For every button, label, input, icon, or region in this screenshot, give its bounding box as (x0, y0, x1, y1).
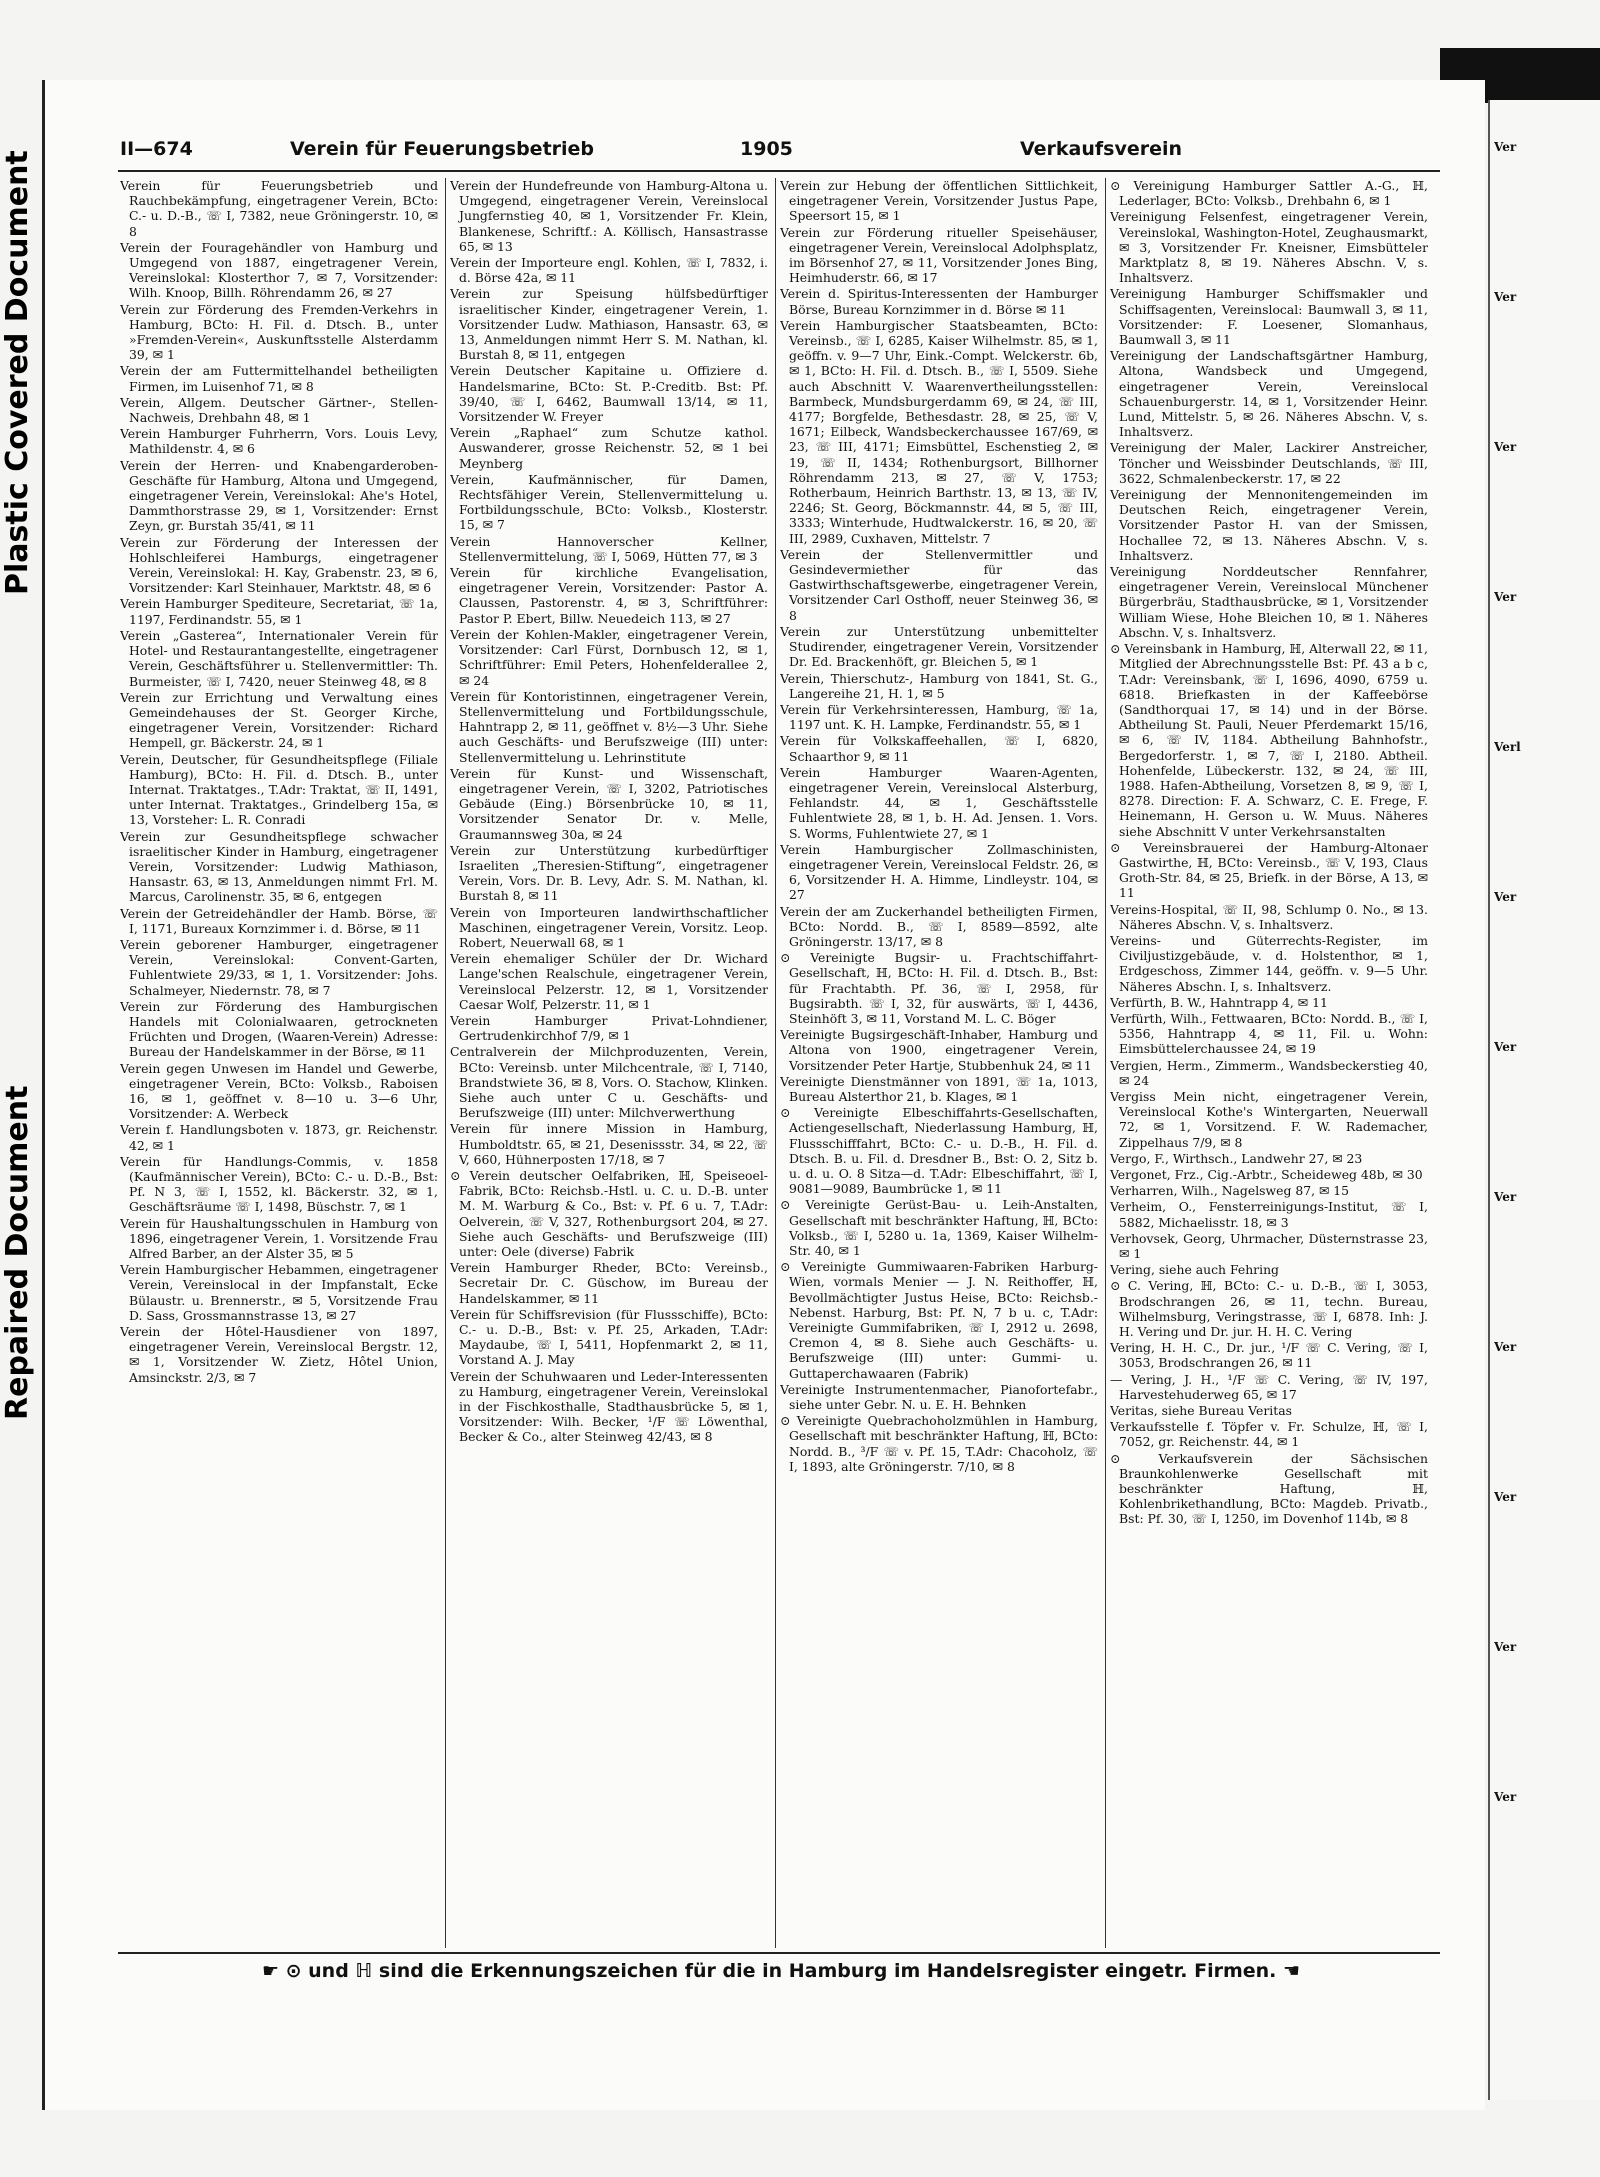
directory-entry: Verhovsek, Georg, Uhrmacher, Düsternstrasse 23, ✉ 1 (1110, 1230, 1428, 1262)
directory-entry: ⊙ Verkaufsverein der Sächsischen Braunkohlenwerke Gesellschaft mit beschränkter Haftung, ℍ, Kohlenbrikethandlung, BCto: Magdeb. Privatb., Bst: Pf. 30, ☏ I, 1250, im Dovenhof 114b, ✉ 8 (1110, 1450, 1428, 1527)
directory-entry: Verein zur Unterstützung unbemittelter Studirender, eingetragener Verein, Vorsitzender Dr. Ed. Brackenhöft, gr. Bleichen 5, ✉ 1 (780, 623, 1098, 670)
adjacent-page-fragment: Ver (1494, 1190, 1517, 1204)
directory-entry: ⊙ Vereinigte Gerüst-Bau- u. Leih-Anstalten, Gesellschaft mit beschränkter Haftung, ℍ, BCto: Volksb., ☏ I, 5280 u. 1a, 1369, Kaiser Wilhelm-Str. 40, ✉ 1 (780, 1197, 1098, 1259)
adjacent-page-fragment: Ver (1494, 1040, 1517, 1054)
header-left-title: Verein für Feuerungsbetrieb (290, 138, 595, 160)
directory-entry: Verfürth, Wilh., Fettwaaren, BCto: Nordd. B., ☏ I, 5356, Hahntrapp 4, ✉ 11, Fil. u. Wohn: Eimsbüttelerchaussee 24, ✉ 19 (1110, 1010, 1428, 1057)
directory-entry: Verharren, Wilh., Nagelsweg 87, ✉ 15 (1110, 1183, 1350, 1199)
directory-entry: Vereinigung Felsenfest, eingetragener Verein, Vereinslokal, Washington-Hotel, Zeughausmarkt, ✉ 3, Vorsitzender Fr. Kneisner, Eimsbütteler Marktplatz 8, ✉ 19. Näheres Abschn. V, s. Inhaltsverz. (1110, 209, 1428, 286)
adjacent-page-fragment: Ver (1494, 1490, 1517, 1504)
directory-entry: Verein der Herren- und Knabengarderoben-Geschäfte für Hamburg, Altona und Umgegend, eingetragener Verein, Vereinslokal: Ahe's Hotel, Dammthorstrasse 29, ✉ 1, Vorsitzender: Ernst Zeyn, gr. Burstah 35/41, ✉ 11 (120, 457, 438, 534)
directory-entry: Verein Deutscher Kapitaine u. Offiziere d. Handelsmarine, BCto: St. P.-Creditb. Bst: Pf. 39/40, ☏ I, 6462, Baumwall 13/14, ✉ 11, Vorsitzender W. Freyer (450, 363, 768, 425)
directory-entry: Verheim, O., Fensterreinigungs-Institut, ☏ I, 5882, Michaelisstr. 18, ✉ 3 (1110, 1199, 1428, 1230)
directory-entry: Vereinigte Bugsirgeschäft-Inhaber, Hamburg und Altona von 1900, eingetragener Verein, Vorsitzender Peter Hartje, Stubbenhuk 24, ✉ 11 (780, 1027, 1098, 1073)
directory-entry: Verein, Kaufmännischer, für Damen, Rechtsfähiger Verein, Stellenvermittelung u. Fortbildungsschule, BCto: Volksb., Klosterstr. 15, ✉ 7 (450, 471, 768, 533)
directory-entry: Verein zur Gesundheitspflege schwacher israelitischer Kinder in Hamburg, eingetragener Verein, Vorsitzender: Ludwig Mathiason, Hansastr. 63, ✉ 13, Anmeldungen nimmt Frl. M. Marcus, Carolinenstr. 35, ✉ 6, entgegen (120, 828, 438, 905)
directory-entry: Vereinigung der Maler, Lackirer Anstreicher, Töncher und Weissbinder Deutschlands, ☏ III, 3622, Schmalenbeckerstr. 17, ✉ 22 (1110, 440, 1428, 486)
footer-rule (118, 1952, 1440, 1954)
directory-entry: Vereinigung der Mennonitengemeinden im Deutschen Reich, eingetragener Verein, Vorsitzender Pastor H. van der Smissen, Hochallee 72, ✉ 13. Näheres Abschn. V, s. Inhaltsverz. (1110, 487, 1428, 563)
archive-spine-label (0, 150, 40, 1430)
directory-entry: Verein gegen Unwesen im Handel und Gewerbe, eingetragener Verein, BCto: Volksb., Raboisen 16, ✉ 1, geöffnet v. 8—10 u. 3—6 Uhr, Vorsitzender: A. Werbeck (120, 1060, 438, 1122)
directory-entry: Vergonet, Frz., Cig.-Arbtr., Scheideweg 48b, ✉ 30 (1110, 1167, 1423, 1182)
directory-entry: Vering, H. H. C., Dr. jur., ¹/F ☏ C. Vering, ☏ I, 3053, Brodschrangen 26, ✉ 11 (1110, 1340, 1428, 1371)
directory-entry: Verein zur Unterstützung kurbedürftiger Israeliten „Theresien-Stiftung“, eingetragener Verein, Vors. Dr. B. Levy, Adr. S. M. Nathan, kl. Burstah 8, ✉ 11 (450, 842, 768, 904)
directory-entry: Verein für Kunst- und Wissenschaft, eingetragener Verein, ☏ I, 3202, Patriotisches Gebäude (Eing.) Börsenbrücke 10, ✉ 11, Vorsitzender Senator Dr. v. Melle, Graumannsweg 30a, ✉ 24 (450, 765, 768, 842)
directory-entry: Vereins-Hospital, ☏ II, 98, Schlump 0. No., ✉ 13. Näheres Abschn. V, s. Inhaltsverz. (1110, 901, 1428, 932)
directory-entry: Verein zur Förderung der Interessen der Hohlschleiferei Hamburgs, eingetragener Verein, Vereinslokal: H. Kay, Grabenstr. 23, ✉ 6, Vorsitzender: Karl Steinhauer, Marktstr. 48, ✉ 6 (120, 534, 438, 596)
directory-entry: Verein ehemaliger Schüler der Dr. Wichard Lange'schen Realschule, eingetragener Verein, Vereinslocal Pelzerstr. 12, ✉ 1, Vorsitzender Caesar Wolf, Pelzerstr. 11, ✉ 1 (450, 951, 768, 1012)
column-divider (775, 178, 776, 1948)
directory-entry: Verein, Thierschutz-, Hamburg von 1841, St. G., Langereihe 21, H. 1, ✉ 5 (780, 670, 1098, 701)
adjacent-page-edge (1488, 100, 1600, 2100)
directory-entry: Verein Hamburgischer Zollmaschinisten, eingetragener Verein, Vereinslocal Feldstr. 26, ✉ 6, Vorsitzender H. A. Himme, Lindleystr. 104, ✉ 27 (780, 841, 1098, 903)
directory-entry: Verein für innere Mission in Hamburg, Humboldtstr. 65, ✉ 21, Desenissstr. 34, ✉ 22, ☏ V, 660, Hühnerposten 17/18, ✉ 7 (450, 1121, 768, 1167)
directory-entry: Verein der Hôtel-Hausdiener von 1897, eingetragener Verein, Vereinslocal Bergstr. 12, ✉ 1, Vorsitzender W. Zietz, Hôtel Union, Amsinckstr. 2/3, ✉ 7 (120, 1324, 438, 1385)
directory-columns (120, 178, 1442, 1948)
adjacent-page-fragment: Verl (1494, 740, 1521, 754)
directory-entry: Verein Hamburger Spediteure, Secretariat, ☏ 1a, 1197, Ferdinandstr. 55, ✉ 1 (120, 596, 438, 627)
directory-entry: Verein der Importeure engl. Kohlen, ☏ I, 7832, i. d. Börse 42a, ✉ 11 (450, 255, 768, 286)
header-right-title: Verkaufsverein (1020, 138, 1183, 160)
directory-entry: Verein Hamburgischer Staatsbeamten, BCto: Vereinsb., ☏ I, 6285, Kaiser Wilhelmstr. 85, ✉ 1, geöffn. v. 9—7 Uhr, Eink.-Compt. Welckerstr. 6b, ✉ 1, BCto: H. Fil. d. Dtsch. B., ☏ I, 5509. Siehe auch Abschnitt V. Waarenvertheilungsstellen: Barmbeck, Mundsburgerdamm 69, ✉ 24, ☏ III, 4177; Borgfelde, Bethesdastr. 28, ✉ 25, ☏ V, 1671; Eilbeck, Wandsbeckerchaussee 167/69, ✉ 23, ☏ III, 4171; Eimsbüttel, Eschenstieg 2, ✉ 19, ☏ II, 1434; Rothenburgsort, Billhorner Röhrendamm 213, ✉ 27, ☏ V, 1753; Rotherbaum, Heinrich Barthstr. 13, ✉ 13, ☏ IV, 2246; St. Georg, Böckmannstr. 44, ✉ 5, ☏ III, 3333; Winterhude, Hudtwalckerstr. 16, ✉ 20, ☏ III, 2989, Cuxhaven, Mittelstr. 7 (780, 317, 1098, 546)
adjacent-page-fragment: Ver (1494, 440, 1517, 454)
column-divider (445, 178, 446, 1948)
directory-entry: Veritas, siehe Bureau Veritas (1110, 1403, 1292, 1419)
page-footer: ☛ ⊙ und ℍ sind die Erkennungszeichen für die in Hamburg im Handelsregister eingetr. Firmen. ☚ (261, 1960, 1301, 1982)
page-number: II—674 (120, 138, 193, 160)
directory-entry: ⊙ C. Vering, ℍ, BCto: C.- u. D.-B., ☏ I, 3053, Brodschrangen 26, ✉ 11, techn. Bureau, Wilhelmsburg, Veringstrasse, ☏ I, 6878. Inh: J. H. Vering und Dr. jur. H. H. C. Vering (1110, 1278, 1428, 1340)
directory-entry: Verein geborener Hamburger, eingetragener Verein, Vereinslokal: Convent-Garten, Fuhlentwiete 29/33, ✉ 1, 1. Vorsitzender: Johs. Schalmeyer, Niedernstr. 78, ✉ 7 (120, 936, 438, 998)
directory-entry: Verein zur Förderung des Fremden-Verkehrs in Hamburg, BCto: H. Fil. d. Dtsch. B., unter »Fremden-Verein«, Auskunftsstelle Alsterdamm 39, ✉ 1 (120, 301, 438, 363)
directory-entry: Verein für Handlungs-Commis, v. 1858 (Kaufmännischer Verein), BCto: C.- u. D.-B., Bst: Pf. N 3, ☏ I, 1552, kl. Bäckerstr. 32, ✉ 1, Geschäftsräume ☏ I, 1498, Büschstr. 7, ✉ 1 (120, 1153, 438, 1215)
directory-entry: Verein d. Spiritus-Interessenten der Hamburger Börse, Bureau Kornzimmer in d. Börse ✉ 11 (780, 286, 1098, 317)
directory-entry: Verein für Volkskaffeehallen, ☏ I, 6820, Schaarthor 9, ✉ 11 (780, 733, 1098, 764)
directory-entry: Verein der Schuhwaaren und Leder-Interessenten zu Hamburg, eingetragener Verein, Vereinslokal in der Fischkosthalle, Stadthausbrücke 5, ✉ 1, Vorsitzender: Wilh. Becker, ¹/F ☏ Löwenthal, Becker & Co., alter Steinweg 42/43, ✉ 8 (450, 1368, 768, 1445)
directory-entry: Vergiss Mein nicht, eingetragener Verein, Vereinslocal Kothe's Wintergarten, Neuerwall 72, ✉ 1, Vorsitzend. F. W. Rademacher, Zippelhaus 7/9, ✉ 8 (1110, 1088, 1428, 1150)
adjacent-page-fragment: Ver (1494, 1640, 1517, 1654)
header-rule (118, 170, 1440, 172)
directory-entry: Verein, Deutscher, für Gesundheitspflege (Filiale Hamburg), BCto: H. Fil. d. Dtsch. B., unter Internat. Traktatges., T.Adr: Traktat, ☏ II, 1491, unter Internat. Traktatges., Grindelberg 15a, ✉ 13, Vorsteher: L. R. Conradi (120, 751, 438, 828)
directory-entry: — Vering, J. H., ¹/F ☏ C. Vering, ☏ IV, 197, Harvestehuderweg 65, ✉ 17 (1110, 1371, 1428, 1402)
directory-entry: Verein für kirchliche Evangelisation, eingetragener Verein, Vorsitzender: Pastor A. Claussen, Pastorenstr. 4, ✉ 3, Schriftführer: Pastor P. Ebert, Billw. Neuedeich 113, ✉ 27 (450, 565, 768, 626)
directory-entry: Verein von Importeuren landwirthschaftlicher Maschinen, eingetragener Verein, Vorsitz. Leop. Robert, Neuerwall 68, ✉ 1 (450, 904, 768, 950)
directory-entry: Verein zur Hebung der öffentlichen Sittlichkeit, eingetragener Verein, Vorsitzender Justus Pape, Speersort 15, ✉ 1 (780, 178, 1098, 224)
adjacent-page-fragment: Ver (1494, 890, 1517, 904)
header-year: 1905 (740, 138, 793, 160)
directory-entry: Verein für Haushaltungsschulen in Hamburg von 1896, eingetragener Verein, 1. Vorsitzende Frau Alfred Barber, an der Alster 35, ✉ 5 (120, 1215, 438, 1262)
adjacent-page-fragment: Ver (1494, 290, 1517, 304)
directory-entry: Verein Hamburgischer Hebammen, eingetragener Verein, Vereinslocal in der Impfanstalt, Ecke Bülaustr. u. Brennerstr., ✉ 5, Vorsitzende Frau D. Sass, Grossmannstrasse 13, ✉ 27 (120, 1262, 438, 1323)
adjacent-page-fragment: Ver (1494, 590, 1517, 604)
adjacent-page-fragment: Ver (1494, 1340, 1517, 1354)
directory-entry: Verein der Kohlen-Makler, eingetragener Verein, Vorsitzender: Carl Fürst, Dornbusch 12, ✉ 1, Schriftführer: Emil Peters, Hohenfelderallee 2, ✉ 24 (450, 626, 768, 688)
directory-entry: ⊙ Vereinigung Hamburger Sattler A.-G., ℍ, Lederlager, BCto: Volksb., Drehbahn 6, ✉ 1 (1110, 178, 1428, 209)
directory-entry: Verein der Getreidehändler der Hamb. Börse, ☏ I, 1171, Bureaux Kornzimmer i. d. Börse, ✉ 11 (120, 905, 438, 936)
directory-entry: Verein „Raphael“ zum Schutze kathol. Auswanderer, grosse Reichenstr. 52, ✉ 1 bei Meynberg (450, 425, 768, 471)
directory-entry: ⊙ Verein deutscher Oelfabriken, ℍ, Speiseoel-Fabrik, BCto: Reichsb.-Hstl. u. C. u. D.-B. unter M. M. Warburg & Co., Bst: v. Pf. 6 u. 7, T.Adr: Oelverein, ☏ V, 327, Rothenburgsort 204, ✉ 27. Siehe auch Geschäfts- und Berufszweige (III) unter: Oele (diverse) Fabrik (450, 1168, 768, 1260)
directory-entry: Verein für Feuerungsbetrieb und Rauchbekämpfung, eingetragener Verein, BCto: C.- u. D.-B., ☏ I, 7382, neue Gröningerstr. 10, ✉ 8 (120, 178, 438, 239)
directory-entry: Verein f. Handlungsboten v. 1873, gr. Reichenstr. 42, ✉ 1 (120, 1122, 438, 1153)
directory-entry: Verein der am Zuckerhandel betheiligten Firmen, BCto: Nordd. B., ☏ I, 8589—8592, alte Gröningerstr. 13/17, ✉ 8 (780, 903, 1098, 949)
column-3 (780, 178, 1098, 1948)
plastic-covered-label: Plastic Covered Document (0, 150, 35, 595)
column-4 (1110, 178, 1428, 1948)
directory-entry: Verkaufsstelle f. Töpfer v. Fr. Schulze, ℍ, ☏ I, 7052, gr. Reichenstr. 44, ✉ 1 (1110, 1419, 1428, 1450)
directory-entry: Vereinigung der Landschaftsgärtner Hamburg, Altona, Wandsbeck und Umgegend, eingetragener Verein, Vereinslocal Schauenburgerstr. 14, ✉ 1, Vorsitzender Heinr. Lund, Mittelstr. 5, ✉ 26. Näheres Abschn. V, s. Inhaltsverz. (1110, 348, 1428, 440)
directory-entry: Verfürth, B. W., Hahntrapp 4, ✉ 11 (1110, 994, 1328, 1010)
directory-entry: Vereinigung Hamburger Schiffsmakler und Schiffsagenten, Vereinslocal: Baumwall 3, ✉ 11, Vorsitzender: F. Loesener, Slomanhaus, Baumwall 3, ✉ 11 (1110, 286, 1428, 348)
directory-entry: Verein Hamburger Waaren-Agenten, eingetragener Verein, Vereinslocal Alsterburg, Fehlandstr. 44, ✉ 1, Geschäftsstelle Fuhlentwiete 28, ✉ 1, b. H. Ad. Jensen. 1. Vors. S. Worms, Fuhlentwiete 27, ✉ 1 (780, 764, 1098, 841)
directory-entry: Vereinigung Norddeutscher Rennfahrer, eingetragener Verein, Vereinslocal Münchener Bürgerbräu, Stadthausbrücke, ✉ 1, Vorsitzender William Wiese, Hohe Bleichen 10, ✉ 1. Näheres Abschn. V, s. Inhaltsverz. (1110, 564, 1428, 640)
directory-entry: Verein der am Futtermittelhandel betheiligten Firmen, im Luisenhof 71, ✉ 8 (120, 363, 438, 394)
directory-entry: Verein Hamburger Fuhrherrn, Vors. Louis Levy, Mathildenstr. 4, ✉ 6 (120, 426, 438, 457)
directory-entry: Verein zur Förderung ritueller Speisehäuser, eingetragener Verein, Vereinslocal Adolphsplatz, im Börsenhof 27, ✉ 11, Vorsitzender Jones Bing, Heimhuderstr. 66, ✉ 17 (780, 224, 1098, 286)
directory-entry: ⊙ Vereinigte Gummiwaaren-Fabriken Harburg-Wien, vormals Menier — J. N. Reithoffer, ℍ, Bevollmächtigter Justus Heise, BCto: Reichsb.-Nebenst. Harburg, Bst: Pf. N, 7 b u. c, T.Adr: Vereinigte Gummifabriken, ☏ I, 2912 u. 2698, Cremon 4, ✉ 8. Siehe auch Geschäfts- u. Berufszweige (III) unter: Gummi- u. Guttaperchawaaren (Fabrik) (780, 1259, 1098, 1381)
directory-entry: Centralverein der Milchproduzenten, Verein, BCto: Vereinsb. unter Milchcentrale, ☏ I, 7140, Brandstwiete 36, ✉ 8, Vors. O. Stachow, Klinken. Siehe auch unter C u. Geschäfts- und Berufszweige (III) unter: Milchverwerthung (450, 1044, 768, 1121)
directory-entry: Vereinigte Dienstmänner von 1891, ☏ 1a, 1013, Bureau Alsterthor 21, b. Klages, ✉ 1 (780, 1073, 1098, 1104)
repaired-document-label: Repaired Document (0, 1085, 35, 1420)
directory-entry: ⊙ Vereinigte Quebrachoholzmühlen in Hamburg, Gesellschaft mit beschränkter Haftung, ℍ, BCto: Nordd. B., ³/F ☏ v. Pf. 15, T.Adr: Chacoholz, ☏ I, 1893, alte Gröningerstr. 7/10, ✉ 8 (780, 1413, 1098, 1474)
directory-entry: Vering, siehe auch Fehring (1110, 1262, 1279, 1278)
adjacent-page-fragment: Ver (1494, 140, 1517, 154)
page-header (120, 138, 1440, 170)
directory-entry: Vergo, F., Wirthsch., Landwehr 27, ✉ 23 (1110, 1150, 1363, 1166)
directory-entry: Vereins- und Güterrechts-Register, im Civiljustizgebäude, v. d. Holstenthor, ✉ 1, Erdgeschoss, Zimmer 144, geöffn. v. 9—5 Uhr. Näheres Abschn. I, s. Inhaltsverz. (1110, 932, 1428, 994)
directory-entry: Verein zur Förderung des Hamburgischen Handels mit Colonialwaaren, getrockneten Früchten und Drogen, (Waaren-Verein) Adresse: Bureau der Handelskammer in der Börse, ✉ 11 (120, 998, 438, 1060)
directory-entry: Verein für Verkehrsinteressen, Hamburg, ☏ 1a, 1197 unt. K. H. Lampke, Ferdinandstr. 55, ✉ 1 (780, 701, 1098, 733)
directory-entry: Verein „Gasterea“, Internationaler Verein für Hotel- und Restaurantangestellte, eingetragener Verein, Geschäftsführer u. Stellenvermittler: Th. Burmeister, ☏ I, 7420, neuer Steinweg 48, ✉ 8 (120, 627, 438, 689)
column-divider (1105, 178, 1106, 1948)
directory-entry: Verein der Stellenvermittler und Gesindevermiether für das Gastwirthschaftsgewerbe, eingetragener Verein, Vorsitzender Carl Osthoff, neuer Steinweg 36, ✉ 8 (780, 546, 1098, 623)
directory-entry: Vergien, Herm., Zimmerm., Wandsbeckerstieg 40, ✉ 24 (1110, 1057, 1428, 1088)
directory-entry: ⊙ Vereinigte Elbeschiffahrts-Gesellschaften, Actiengesellschaft, Niederlassung Hamburg, ℍ, Flussschifffahrt, BCto: C.- u. D.-B., H. Fil. d. Dtsch. B. u. Fil. d. Dresdner B., Bst: O. 2, Sitz b. u. d. u. O. 8 Sitza—d. T.Adr: Elbeschiffahrt, ☏ I, 9081—9089, Baumbrücke 1, ✉ 11 (780, 1105, 1098, 1197)
directory-entry: Verein zur Speisung hülfsbedürftiger israelitischer Kinder, eingetragener Verein, 1. Vorsitzender Ludw. Mathiason, Hansastr. 63, ✉ 13, Anmeldungen nimmt Herr S. M. Nathan, kl. Burstah 8, ✉ 11, entgegen (450, 286, 768, 363)
directory-entry: Verein der Fouragehändler von Hamburg und Umgegend von 1887, eingetragener Verein, Vereinslokal: Klosterthor 7, ✉ 7, Vorsitzender: Wilh. Knoop, Billh. Röhrendamm 26, ✉ 27 (120, 239, 438, 301)
directory-entry: Verein Hamburger Privat-Lohndiener, Gertrudenkirchhof 7/9, ✉ 1 (450, 1012, 768, 1044)
column-2 (450, 178, 768, 1948)
adjacent-page-fragment: Ver (1494, 1790, 1517, 1804)
directory-entry: Verein Hannoverscher Kellner, Stellenvermittelung, ☏ I, 5069, Hütten 77, ✉ 3 (450, 533, 768, 564)
directory-entry: Verein zur Errichtung und Verwaltung eines Gemeindehauses der St. Georger Kirche, eingetragener Verein, Vorsitzender: Richard Hempell, gr. Bäckerstr. 24, ✉ 1 (120, 689, 438, 751)
directory-entry: Verein der Hundefreunde von Hamburg-Altona u. Umgegend, eingetragener Verein, Vereinslocal Jungfernstieg 40, ✉ 1, Vorsitzender Fr. Klein, Blankenese, Schriftf.: A. Köllisch, Hansastrasse 65, ✉ 13 (450, 178, 768, 254)
directory-entry: ⊙ Vereinsbrauerei der Hamburg-Altonaer Gastwirthe, ℍ, BCto: Vereinsb., ☏ V, 193, Claus Groth-Str. 84, ✉ 25, Briefk. in der Börse, A 13, ✉ 11 (1110, 839, 1428, 901)
directory-entry: Vereinigte Instrumentenmacher, Pianofortefabr., siehe unter Gebr. N. u. E. H. Behnken (780, 1381, 1098, 1413)
directory-entry: Verein für Schiffsrevision (für Flussschiffe), BCto: C.- u. D.-B., Bst: v. Pf. 25, Arkaden, T.Adr: Maydaube, ☏ I, 5411, Hopfenmarkt 2, ✉ 11, Vorstand A. J. May (450, 1306, 768, 1368)
directory-entry: ⊙ Vereinigte Bugsir- u. Frachtschiffahrt-Gesellschaft, ℍ, BCto: H. Fil. d. Dtsch. B., Bst: für Frachtabth. Pf. 36, ☏ I, 2958, für Bugsirabth. ☏ I, 32, für auswärts, ☏ I, 4436, Steinhöft 3, ✉ 11, Vorstand M. L. C. Böger (780, 950, 1098, 1026)
directory-entry: Verein für Kontoristinnen, eingetragener Verein, Stellenvermittelung und Fortbildungsschule, Hahntrapp 2, ✉ 11, geöffnet v. 8½—3 Uhr. Siehe auch Geschäfts- und Berufszweige (III) unter: Stellenvermittelung u. Lehrinstitute (450, 688, 768, 765)
directory-entry: Verein, Allgem. Deutscher Gärtner-, Stellen-Nachweis, Drehbahn 48, ✉ 1 (120, 394, 438, 426)
directory-entry: Verein Hamburger Rheder, BCto: Vereinsb., Secretair Dr. C. Güschow, im Bureau der Handelskammer, ✉ 11 (450, 1260, 768, 1306)
column-1 (120, 178, 438, 1948)
directory-entry: ⊙ Vereinsbank in Hamburg, ℍ, Alterwall 22, ✉ 11, Mitglied der Abrechnungsstelle Bst: Pf. 43 a b c, T.Adr: Vereinsbank, ☏ I, 1696, 4090, 6759 u. 6818. Briefkasten in der Kaffeebörse (Sandthorquai 17, ✉ 14) und in der Börse. Abtheilung St. Pauli, Neuer Pferdemarkt 15/16, ✉ 6, ☏ IV, 1184. Abtheilung Bahnhofstr., Bergedorferstr. 1, ✉ 7, ☏ I, 2180. Abtheil. Hohenfelde, Lübeckerstr. 132, ✉ 24, ☏ III, 1988. Hafen-Abtheilung, Vorsetzen 8, ✉ 9, ☏ I, 8278. Direction: F. A. Schwarz, C. E. Frege, F. Heinemann, H. Gerson u. W. Muus. Näheres siehe Abschnitt V unter Verkehrsanstalten (1110, 641, 1428, 839)
